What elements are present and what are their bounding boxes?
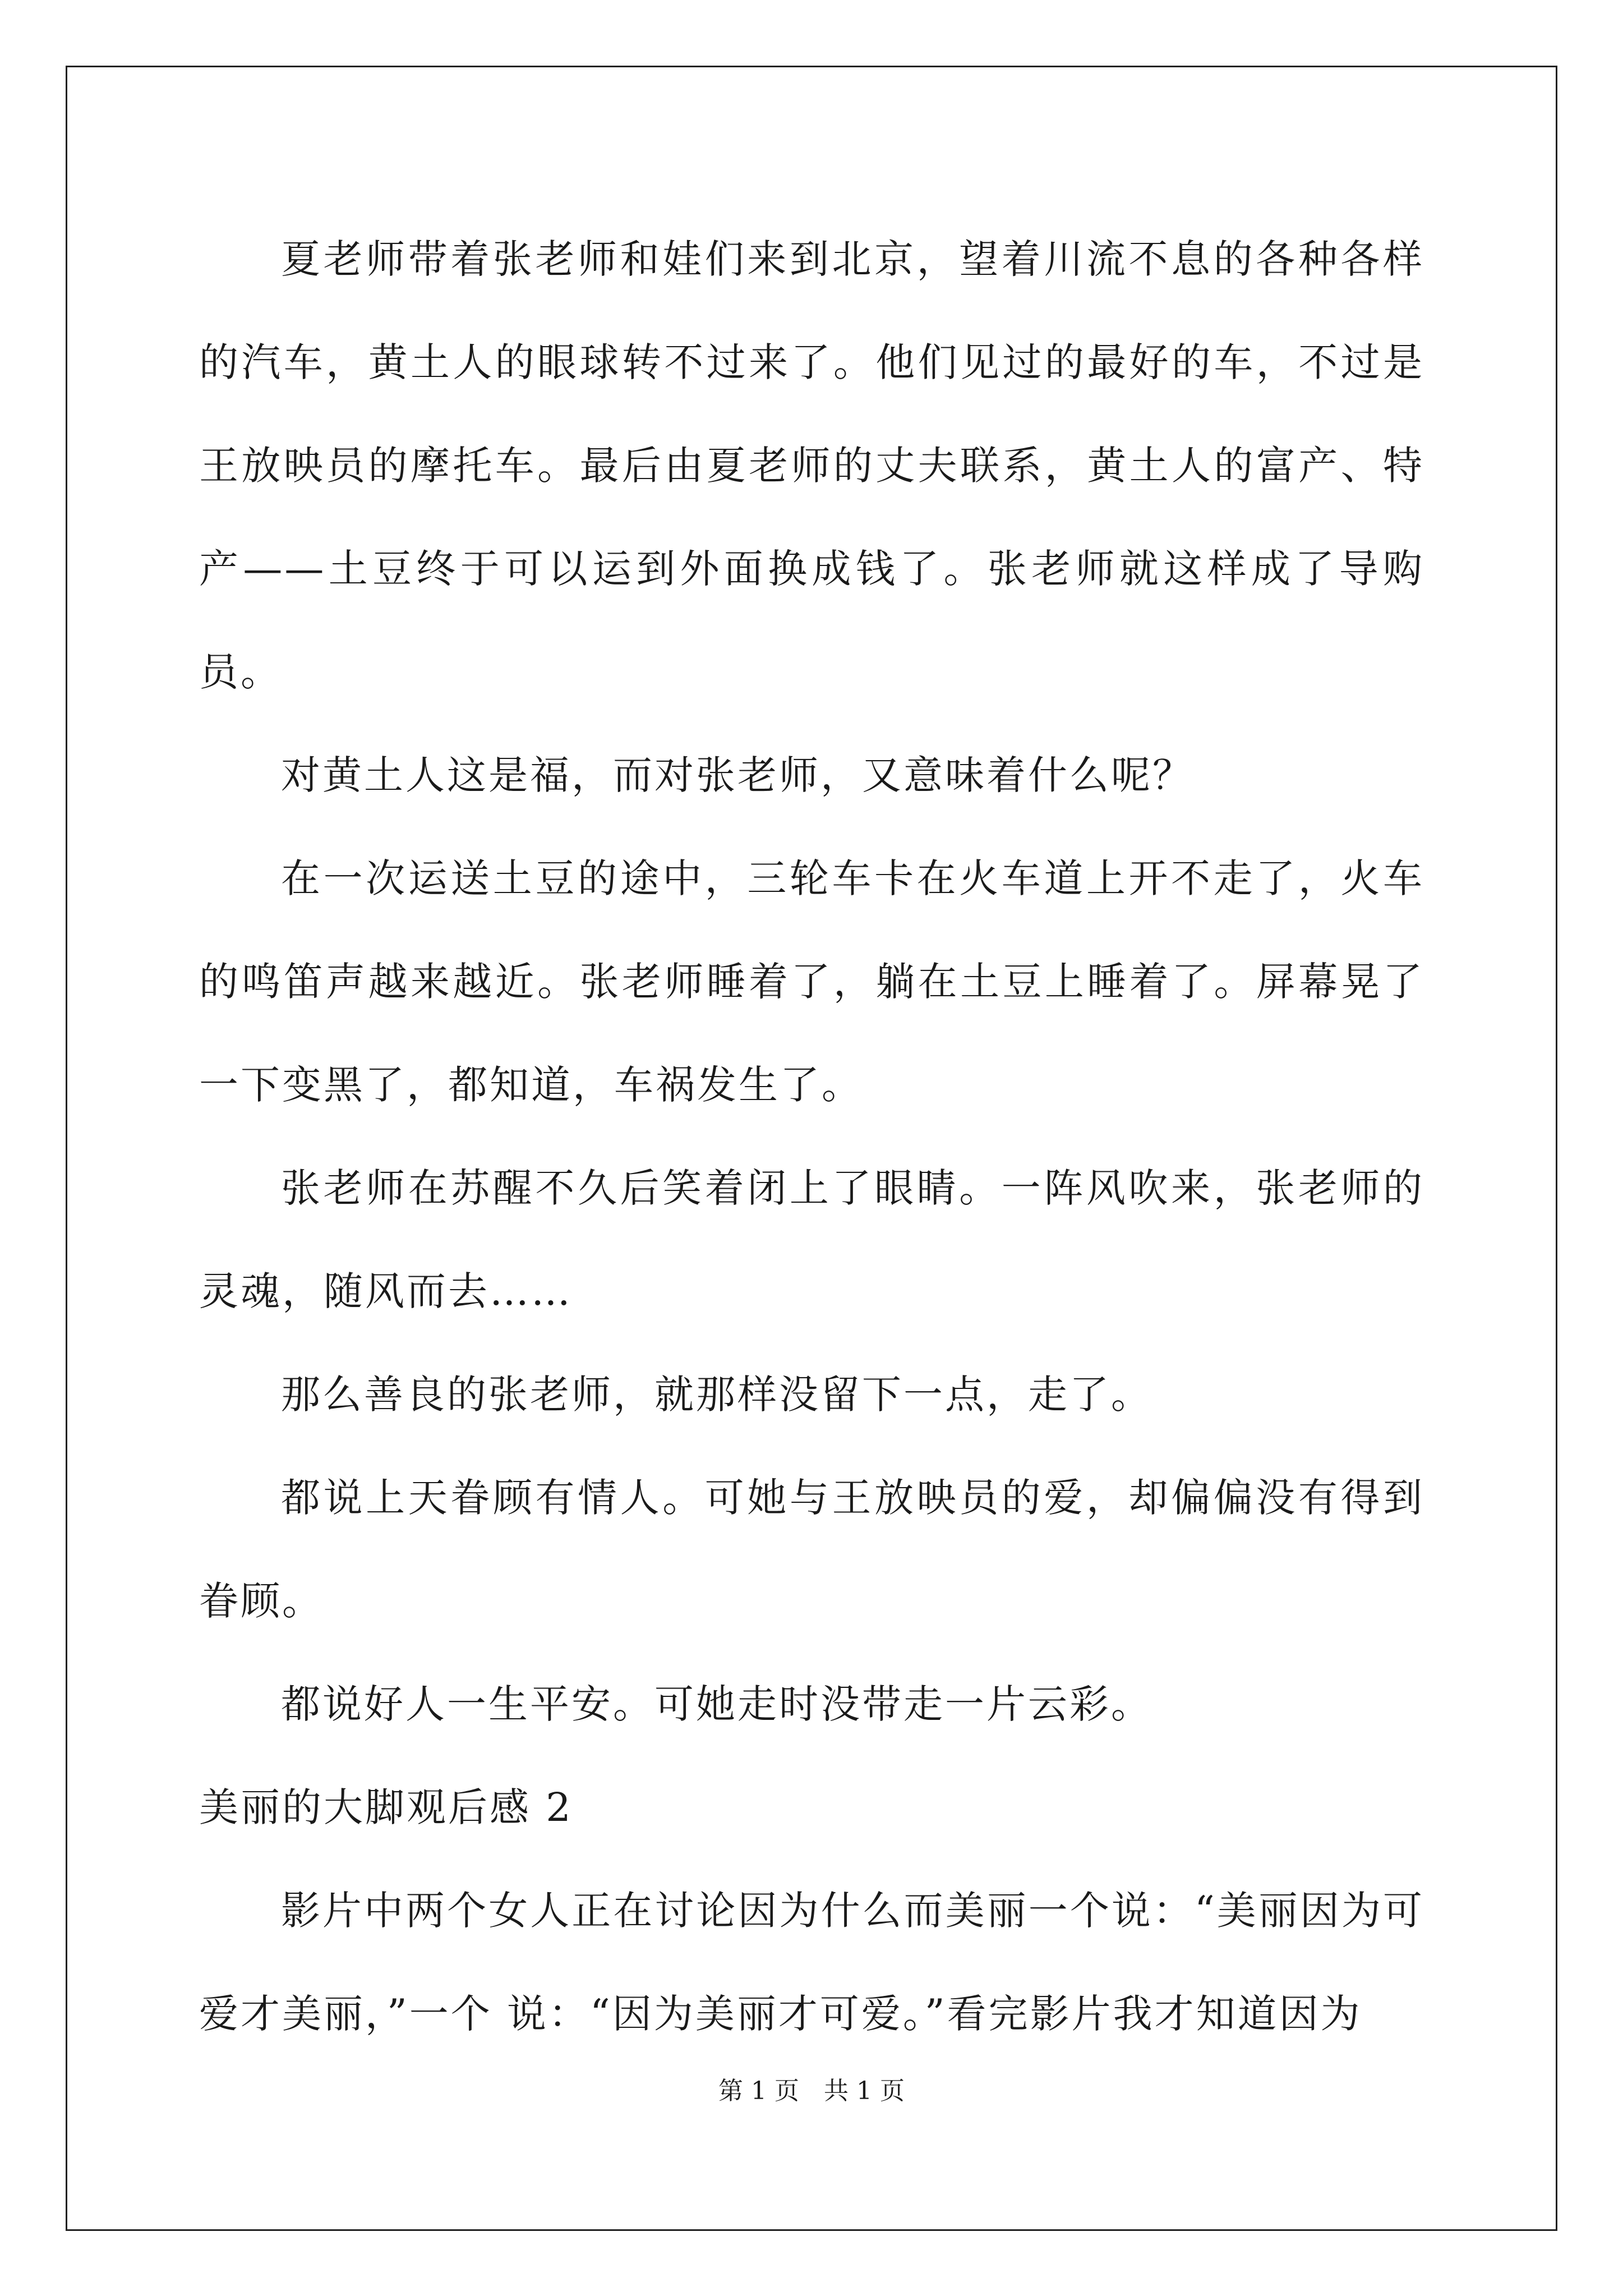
paragraph-1: 夏老师带着张老师和娃们来到北京，望着川流不息的各种各样的汽车，黄土人的眼球转不过来了。他们见过的最好的车，不过是王放映员的摩托车。最后由夏老师的丈夫联系，黄土人的富产、特产——土豆终于可以运到外面换成钱了。张老师就这样成了导购员。 [199, 236, 1424, 695]
section-heading: 美丽的大脚观后感 2 [199, 1784, 573, 1830]
paragraph-5: 那么善良的张老师，就那样没留下一点，走了。 [281, 1372, 1152, 1418]
paragraph-7: 都说好人一生平安。可她走时没带走一片云彩。 [281, 1681, 1152, 1727]
paragraph-2: 对黄土人这是福，而对张老师，又意味着什么呢？ [281, 752, 1194, 798]
paragraph-8: 影片中两个女人正在讨论因为什么而美丽一个说：“美丽因为可爱才美丽，”一个 说：“因为美丽才可爱。”看完影片我才知道因为 [199, 1888, 1424, 2037]
document-body [199, 208, 1424, 2065]
page-footer: 第 1 页 共 1 页 [718, 2077, 905, 2105]
paragraph-4: 张老师在苏醒不久后笑着闭上了眼睛。一阵风吹来，张老师的灵魂，随风而去…… [199, 1165, 1424, 1314]
paragraph-6: 都说上天眷顾有情人。可她与王放映员的爱，却偏偏没有得到眷顾。 [199, 1475, 1424, 1624]
paragraph-3: 在一次运送土豆的途中，三轮车卡在火车道上开不走了，火车的鸣笛声越来越近。张老师睡着了，躺在土豆上睡着了。屏幕晃了一下变黑了，都知道，车祸发生了。 [199, 855, 1424, 1108]
